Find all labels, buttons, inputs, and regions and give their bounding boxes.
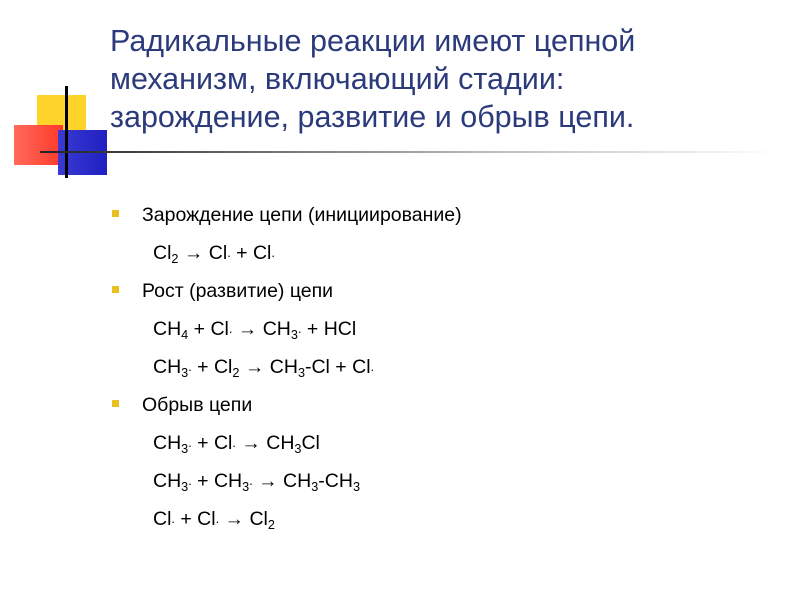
title-divider-line	[40, 151, 780, 153]
formula-subscript: 3	[242, 479, 250, 494]
bullet-marker	[112, 210, 119, 217]
formula-text: + CH	[191, 470, 243, 492]
stage-termination	[112, 386, 752, 538]
equation	[142, 500, 752, 538]
formula-text: Cl	[153, 508, 172, 530]
formula-superscript: .	[171, 512, 175, 527]
stage-propagation	[112, 272, 752, 386]
bullet-marker	[112, 286, 119, 293]
formula-text: Cl	[153, 242, 172, 264]
formula-subscript: 3	[311, 479, 319, 494]
formula-superscript: .	[188, 474, 192, 489]
equation	[142, 348, 752, 386]
formula-text: CH	[153, 432, 182, 454]
formula-superscript: .	[370, 360, 375, 375]
stage-title: Обрыв цепи	[142, 394, 253, 416]
equation	[142, 234, 752, 272]
equation	[142, 424, 752, 462]
formula-text: + Cl	[188, 318, 229, 340]
formula-text: + Cl	[191, 432, 233, 454]
formula-superscript: .	[249, 474, 253, 489]
formula-subscript: 2	[171, 251, 179, 266]
slide-title	[110, 22, 790, 136]
formula-text: → Cl	[219, 508, 268, 530]
formula-text: CH	[153, 470, 182, 492]
formula-subscript: 3	[181, 479, 189, 494]
equation	[142, 462, 752, 500]
reaction-stages-list	[112, 196, 752, 538]
formula-subscript: 2	[232, 365, 240, 380]
formula-superscript: .	[271, 246, 275, 261]
title-line-3: зарождение, развитие и обрыв цепи.	[110, 100, 635, 134]
formula-text: -Cl + Cl	[304, 356, 371, 378]
formula-subscript: 2	[267, 517, 275, 532]
formula-superscript: .	[228, 322, 233, 337]
formula-superscript: .	[227, 246, 231, 261]
formula-subscript: 3	[352, 479, 360, 494]
formula-text: + HCl	[301, 318, 357, 340]
formula-subscript: 3	[181, 365, 189, 380]
formula-text: → CH	[239, 356, 298, 378]
formula-text: → Cl	[178, 242, 228, 264]
formula-subscript: 3	[290, 327, 298, 342]
stage-title: Зарождение цепи (инициирование)	[142, 204, 462, 226]
stage-initiation	[112, 196, 752, 272]
title-line-1: Радикальные реакции имеют цепной	[110, 24, 636, 58]
formula-subscript: 4	[181, 327, 189, 342]
equation	[142, 310, 752, 348]
formula-superscript: .	[297, 322, 302, 337]
decor-vertical-line	[65, 86, 68, 178]
formula-subscript: 3	[294, 441, 302, 456]
decor-red-square	[14, 125, 63, 165]
formula-text: -CH	[318, 470, 353, 492]
formula-text: → CH	[232, 318, 291, 340]
formula-text: CH	[153, 356, 182, 378]
formula-subscript: 3	[181, 441, 189, 456]
formula-text: + Cl	[230, 242, 272, 264]
formula-text: CH	[153, 318, 182, 340]
formula-superscript: .	[188, 360, 192, 375]
bullet-marker	[112, 400, 119, 407]
formula-text: → CH	[235, 432, 295, 454]
formula-text: + Cl	[174, 508, 216, 530]
formula-subscript: 3	[297, 365, 305, 380]
stage-title: Рост (развитие) цепи	[142, 280, 334, 302]
formula-superscript: .	[215, 512, 220, 527]
formula-text: Cl	[301, 432, 320, 454]
formula-text: + Cl	[191, 356, 233, 378]
formula-text: → CH	[252, 470, 312, 492]
title-line-2: механизм, включающий стадии:	[110, 62, 565, 96]
formula-superscript: .	[232, 436, 236, 451]
formula-superscript: .	[188, 436, 192, 451]
